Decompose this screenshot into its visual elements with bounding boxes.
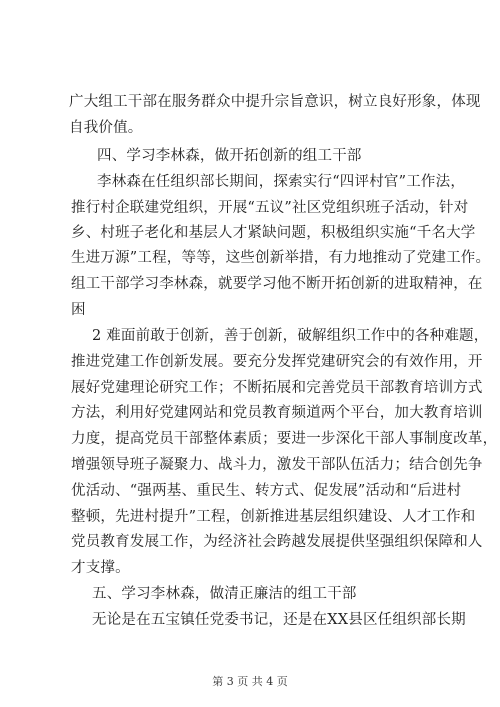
text-line: 2 难面前敢于创新，善于创新，破解组织工作中的各种难题，: [92, 328, 489, 344]
text-line: 力度，提高党员干部整体素质；要进一步深化干部人事制度改革，: [71, 431, 498, 447]
section-heading: 五、学习李林森，做清正廉洁的组工干部: [92, 586, 357, 602]
text-line: 优活动、“强两基、重民生、转方式、促发展”活动和“后进村: [71, 483, 462, 499]
text-line: 无论是在五宝镇任党委书记，还是在XX县区任组织部长期: [92, 612, 466, 628]
text-line: 展好党建理论研究工作；不断拓展和完善党员干部教育培训方式: [71, 380, 483, 396]
page-number: 第 3 页 共 4 页: [212, 675, 288, 688]
text-line: 方法，利用好党建网站和党员教育频道两个平台，加大教育培训: [71, 405, 483, 421]
text-line: 广大组工干部在服务群众中提升宗旨意识，树立良好形象，体现: [69, 94, 481, 110]
text-line: 组工干部学习李林森，就要学习他不断开拓创新的进取精神，在: [71, 276, 483, 292]
text-line: 党员教育发展工作，为经济社会跨越发展提供坚强组织保障和人: [71, 534, 483, 550]
text-line: 整顿，先进村提升”工程，创新推进基层组织建设、人才工作和: [71, 509, 476, 525]
text-line: 推行村企联建党组织，开展“五议”社区党组织班子活动，针对: [71, 200, 469, 216]
section-heading: 四、学习李林森，做开拓创新的组工干部: [97, 148, 362, 164]
text-line: 生进万源”工程，等等，这些创新举措，有力地推动了党建工作。: [71, 250, 491, 266]
text-line: 李林森在任组织部长期间，探索实行“四评村官”工作法，: [97, 174, 466, 190]
text-line: 增强领导班子凝聚力、战斗力，激发干部队伍活力；结合创先争: [71, 457, 483, 473]
text-line: 困: [71, 302, 86, 318]
text-line: 推进党建工作创新发展。要充分发挥党建研究会的有效作用，开: [71, 354, 483, 370]
text-line: 自我价值。: [69, 120, 143, 136]
text-line: 乡、村班子老化和基层人才紧缺问题，积极组织实施“千名大学: [71, 225, 476, 241]
text-line: 才支撑。: [71, 560, 130, 576]
